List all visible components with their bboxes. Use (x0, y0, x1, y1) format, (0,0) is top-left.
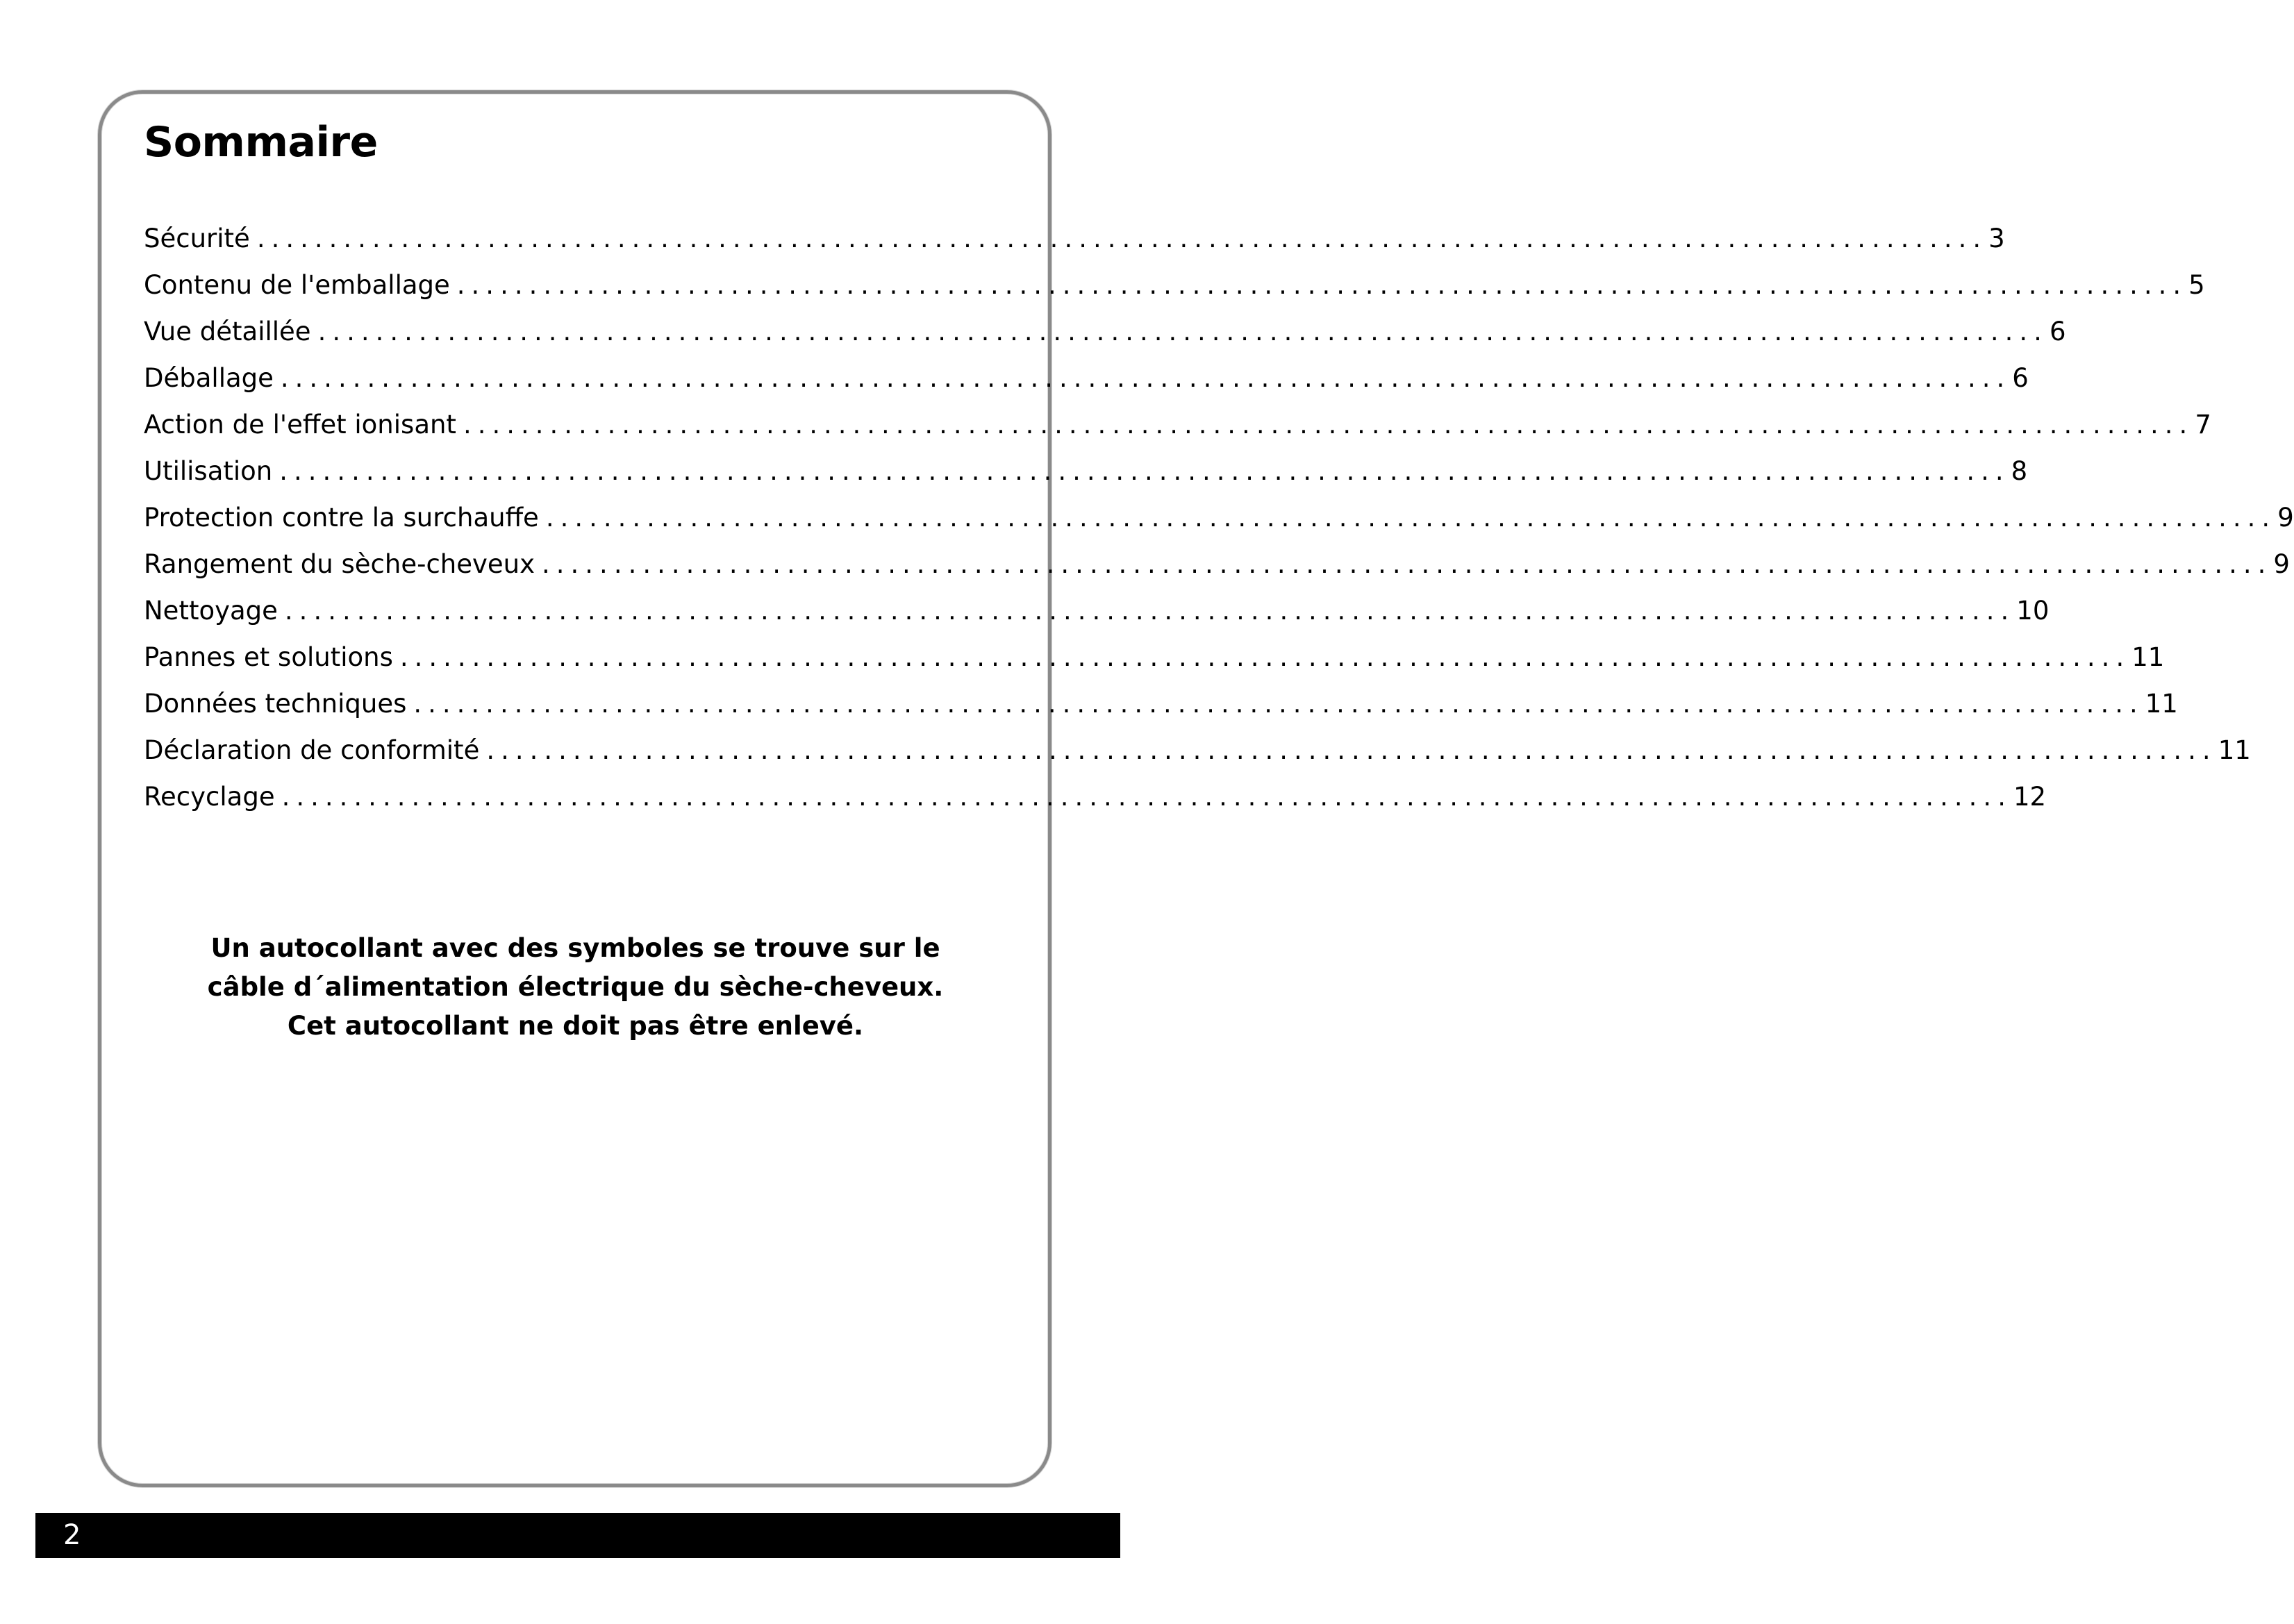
table-of-contents (144, 215, 2294, 820)
toc-entry-label: Déballage (144, 355, 281, 401)
toc-entry-label: Déclaration de conformité (144, 727, 486, 773)
toc-entry-label: Vue détaillée (144, 308, 318, 355)
page-number: 2 (63, 1519, 81, 1551)
toc-entry-page: 11 (2144, 680, 2178, 727)
toc-entry-page: 8 (2010, 448, 2028, 494)
toc-dot-leader: ........................................................................................................................ (281, 782, 2012, 812)
toc-entry[interactable] (144, 215, 2005, 262)
toc-dot-leader: ........................................................................................................................ (413, 689, 2144, 719)
sticker-notice-line: câble d´alimentation électrique du sèche-cheveux. (207, 972, 944, 1002)
toc-entry-label: Utilisation (144, 448, 279, 494)
toc-dot-leader: ........................................................................................................................ (486, 735, 2217, 765)
toc-entry-label: Action de l'effet ionisant (144, 401, 463, 448)
sticker-notice (144, 929, 1007, 1046)
page-title: Sommaire (144, 118, 378, 167)
toc-entry[interactable] (144, 262, 2205, 308)
toc-entry-label: Sécurité (144, 215, 257, 262)
toc-entry[interactable] (144, 355, 2029, 401)
toc-dot-leader: ........................................................................................................................ (317, 317, 2048, 346)
toc-entry[interactable] (144, 401, 2211, 448)
toc-entry-label: Rangement du sèche-cheveux (144, 541, 542, 587)
toc-entry[interactable] (144, 634, 2165, 680)
toc-entry-page: 10 (2015, 587, 2049, 634)
sticker-notice-line: Cet autocollant ne doit pas être enlevé. (287, 1011, 864, 1041)
toc-entry-page: 12 (2012, 773, 2046, 820)
toc-entry[interactable] (144, 587, 2050, 634)
sticker-notice-line: Un autocollant avec des symboles se trouve sur le (210, 933, 940, 963)
toc-dot-leader: ........................................................................................................................ (256, 224, 1988, 253)
toc-entry-page: 5 (2187, 262, 2205, 308)
toc-dot-leader: ........................................................................................................................ (280, 363, 2011, 393)
toc-entry[interactable] (144, 494, 2294, 541)
toc-dot-leader: ........................................................................................................................ (542, 549, 2272, 579)
toc-dot-leader: ........................................................................................................................ (463, 410, 2194, 440)
toc-entry[interactable] (144, 541, 2290, 587)
toc-entry-page: 11 (2130, 634, 2164, 680)
toc-entry-label: Protection contre la surchauffe (144, 494, 546, 541)
toc-entry-page: 9 (2276, 494, 2294, 541)
toc-entry-label: Nettoyage (144, 587, 285, 634)
toc-entry[interactable] (144, 727, 2251, 773)
toc-dot-leader: ........................................................................................................................ (545, 503, 2277, 533)
toc-entry-page: 6 (2011, 355, 2029, 401)
toc-entry-page: 9 (2272, 541, 2290, 587)
toc-entry-label: Recyclage (144, 773, 282, 820)
toc-entry[interactable] (144, 448, 2028, 494)
footer-bar (35, 1513, 1120, 1558)
toc-entry[interactable] (144, 308, 2066, 355)
toc-dot-leader: ........................................................................................................................ (456, 270, 2188, 300)
toc-entry[interactable] (144, 773, 2047, 820)
toc-entry[interactable] (144, 680, 2178, 727)
toc-entry-page: 3 (1987, 215, 2005, 262)
toc-entry-label: Données techniques (144, 680, 413, 727)
toc-entry-label: Contenu de l'emballage (144, 262, 457, 308)
toc-dot-leader: ........................................................................................................................ (399, 642, 2131, 672)
toc-entry-page: 6 (2048, 308, 2066, 355)
toc-entry-page: 7 (2193, 401, 2211, 448)
toc-entry-page: 11 (2217, 727, 2251, 773)
toc-entry-label: Pannes et solutions (144, 634, 400, 680)
toc-dot-leader: ........................................................................................................................ (279, 456, 2010, 486)
toc-dot-leader: ........................................................................................................................ (284, 596, 2015, 626)
